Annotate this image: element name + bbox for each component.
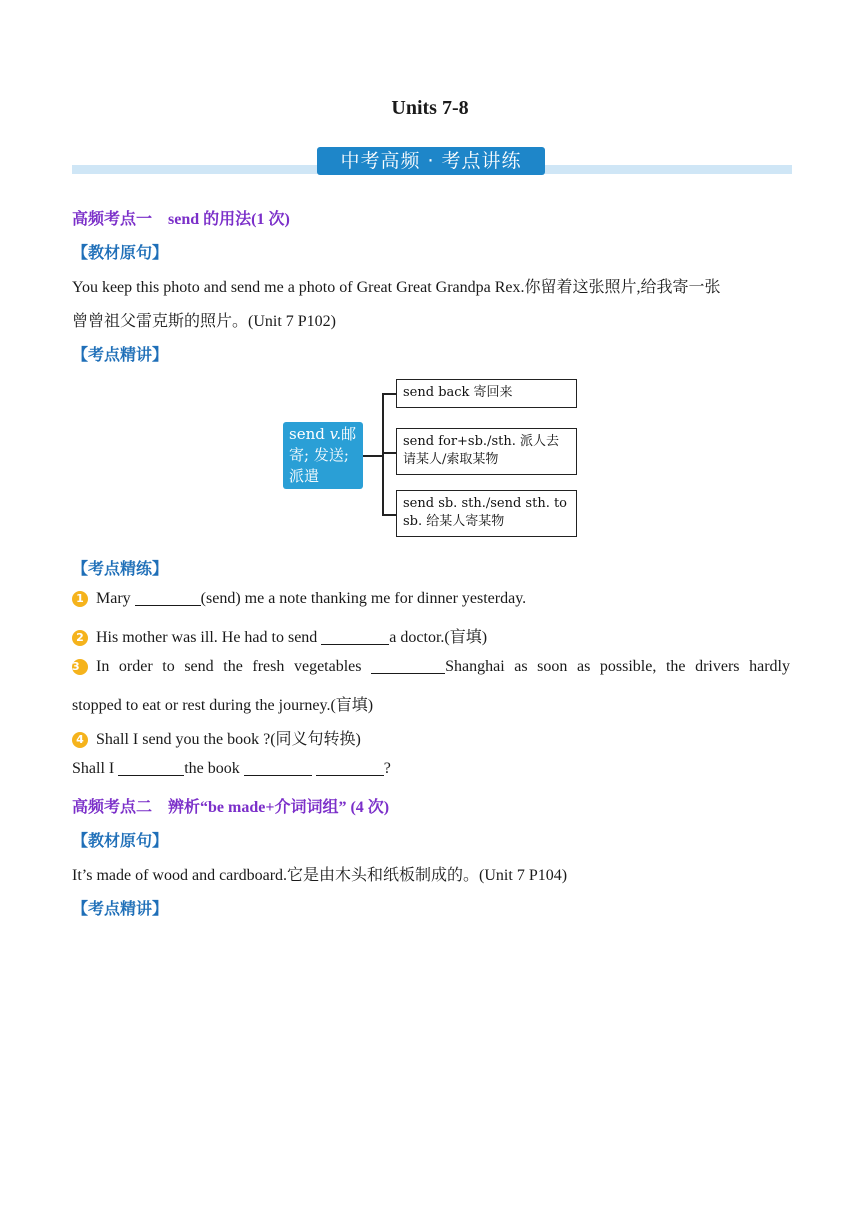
label-explain: 【考点精讲】 (72, 347, 169, 364)
diagram-main-word: send (289, 425, 325, 443)
source-line-1: You keep this photo and send me a photo of Great Great Grandpa Rex.你留着这张照片,给我寄一张 (72, 279, 721, 296)
section2-heading: 高频考点二 辨析“be made+介词词组” (4 次) (72, 799, 390, 816)
diagram-main-meaning: 邮寄; 发送; 派遣 (289, 425, 357, 485)
diagram-branch-send-for: send for+sb./sth. 派人去请某人/索取某物 (396, 428, 577, 475)
exercise-3: 3 In order to send the fresh vegetables Shanghai as soon as possible, the drivers hardly (72, 658, 790, 675)
number-badge: 1 (72, 591, 88, 607)
number-badge: 2 (72, 630, 88, 646)
page-title: Units 7-8 (391, 97, 469, 119)
number-badge: 4 (72, 732, 88, 748)
diagram-main-node (283, 422, 363, 489)
label-practice: 【考点精练】 (72, 561, 169, 578)
exercise-4: 4 Shall I send you the book ?(同义句转换) (72, 726, 790, 749)
section1-heading: 高频考点一 send 的用法(1 次) (72, 211, 290, 228)
diagram-connector-branch (382, 514, 396, 516)
source-line-section2: It’s made of wood and cardboard.它是由木头和纸板制成的。(Unit 7 P104) (72, 867, 568, 884)
label-source-2: 【教材原句】 (72, 833, 169, 850)
exercise-2: 2 His mother was ill. He had to send a doctor.(盲填) (72, 624, 790, 647)
diagram-connector (363, 455, 383, 457)
label-source: 【教材原句】 (72, 245, 169, 262)
answer-blank[interactable] (118, 760, 184, 776)
exercise-3-line-2: stopped to eat or rest during the journey.(盲填) (72, 697, 374, 714)
answer-blank[interactable] (321, 629, 389, 645)
diagram-connector-branch (382, 452, 396, 454)
diagram-connector-branch (382, 393, 396, 395)
diagram-connector-vertical (382, 393, 384, 515)
number-badge: 3 (72, 659, 88, 675)
answer-blank[interactable] (316, 760, 384, 776)
answer-blank[interactable] (135, 590, 201, 606)
diagram-main-pos: v. (329, 425, 342, 443)
source-line-2: 曾曾祖父雷克斯的照片。(Unit 7 P102) (72, 313, 337, 330)
diagram-branch-send-sb-sth: send sb. sth./send sth. to sb. 给某人寄某物 (396, 490, 577, 537)
answer-blank[interactable] (244, 760, 312, 776)
exercise-4-line-2: Shall I the book ? (72, 760, 391, 777)
diagram-branch-send-back: send back 寄回来 (396, 379, 577, 408)
label-explain-2: 【考点精讲】 (72, 901, 169, 918)
section-banner: 中考高频 · 考点讲练 (317, 147, 545, 175)
exercise-1: 1 Mary (send) me a note thanking me for dinner yesterday. (72, 590, 790, 608)
answer-blank[interactable] (371, 658, 445, 674)
